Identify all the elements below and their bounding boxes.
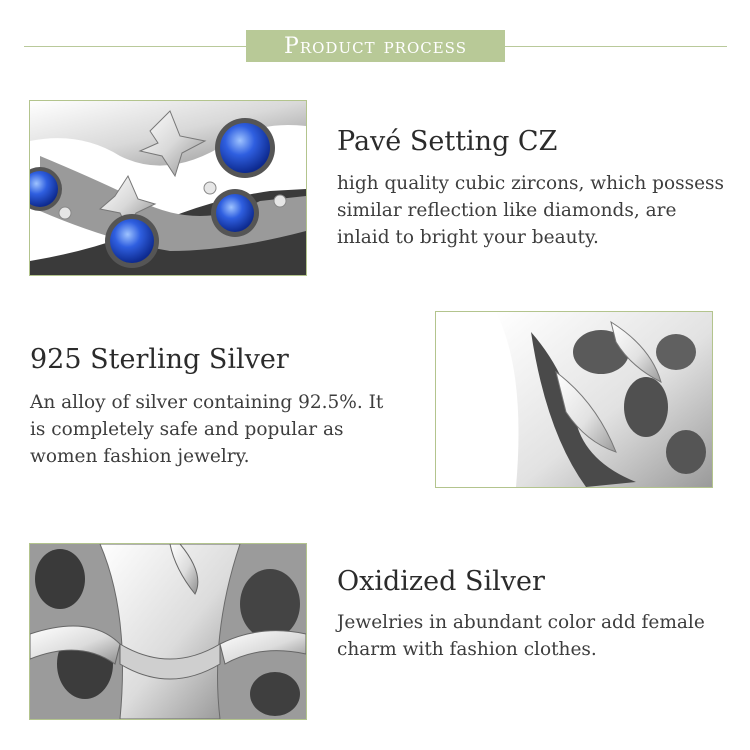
- header-rule-right: [505, 46, 727, 47]
- desc-line: similar reflection like diamonds, are: [337, 200, 677, 221]
- section-desc-pave: [337, 170, 724, 251]
- section-desc-sterling: [30, 389, 383, 470]
- desc-line: An alloy of silver containing 92.5%. It: [30, 392, 384, 413]
- section-title-sterling: 925 Sterling Silver: [30, 344, 289, 375]
- section-title-oxidized: Oxidized Silver: [337, 566, 545, 597]
- header-title: Product process: [284, 33, 467, 59]
- header-rule-left: [24, 46, 246, 47]
- desc-line: high quality cubic zircons, which possess: [337, 173, 725, 194]
- desc-line: charm with fashion clothes.: [337, 639, 597, 660]
- oxidized-silver-photo: [29, 543, 307, 720]
- pave-setting-photo: [29, 100, 307, 276]
- desc-line: women fashion jewelry.: [30, 446, 250, 467]
- desc-line: inlaid to bright your beauty.: [337, 227, 599, 248]
- section-desc-oxidized: [337, 609, 705, 663]
- section-title-pave: Pavé Setting CZ: [337, 126, 558, 157]
- desc-line: Jewelries in abundant color add female: [337, 612, 705, 633]
- sterling-silver-photo: [435, 311, 713, 488]
- desc-line: is completely safe and popular as: [30, 419, 344, 440]
- header-banner: [246, 30, 505, 62]
